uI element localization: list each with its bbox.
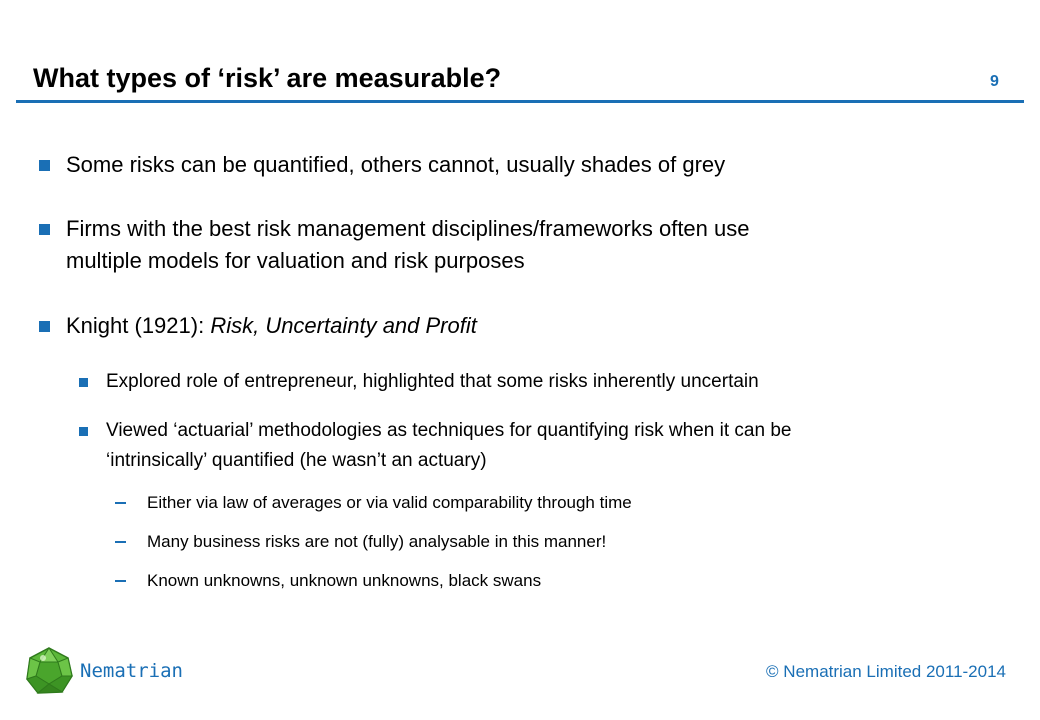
dash-item-text: Known unknowns, unknown unknowns, black swans [147,571,542,590]
slide-title: What types of ‘risk’ are measurable? [33,63,502,93]
page-number: 9 [990,73,999,90]
sub-bullet-marker-icon [79,427,88,436]
brand-name: Nematrian [80,660,183,682]
sub-bullet-text-line-1: Viewed ‘actuarial’ methodologies as techniques for quantifying risk when it can be [106,420,792,441]
bullet-text: Some risks can be quantified, others cannot, usually shades of grey [66,152,726,177]
green-polyhedron-logo-icon [24,646,74,696]
dash-item-text: Many business risks are not (fully) analysable in this manner! [147,532,607,551]
knight-prefix: Knight (1921): [66,313,211,338]
bullet-text-knight [66,310,477,342]
bullet-text-line-1: Firms with the best risk management disciplines/frameworks often use [66,216,750,241]
bullet-marker-icon [39,160,50,171]
sub-bullet-marker-icon [79,378,88,387]
dash-marker-icon [115,580,126,582]
bullet-marker-icon [39,224,50,235]
copyright-notice: © Nematrian Limited 2011-2014 [766,662,1006,681]
book-title: Risk, Uncertainty and Profit [210,313,477,338]
bullet-text-line-2: multiple models for valuation and risk purposes [66,248,525,273]
dash-item-text: Either via law of averages or via valid comparability through time [147,493,632,512]
title-underline [16,100,1024,103]
dash-marker-icon [115,541,126,543]
bullet-marker-icon [39,321,50,332]
dash-marker-icon [115,502,126,504]
sub-bullet-text-line-2: ‘intrinsically’ quantified (he wasn’t an actuary) [106,450,487,471]
sub-bullet-text: Explored role of entrepreneur, highlighted that some risks inherently uncertain [106,371,759,392]
